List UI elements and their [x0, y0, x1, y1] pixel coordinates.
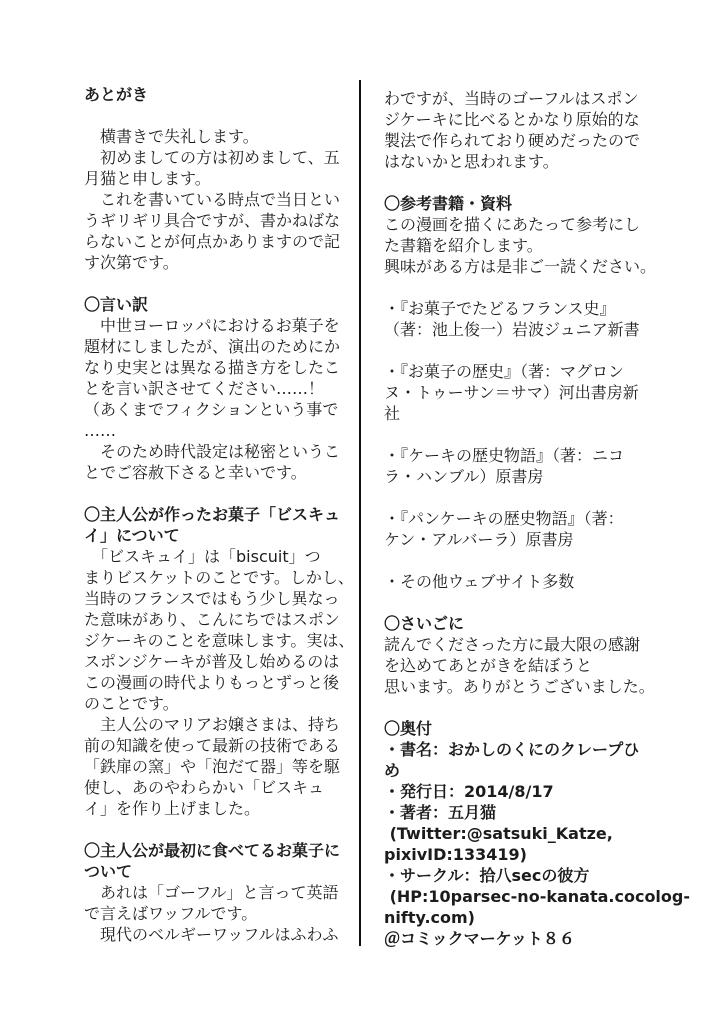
- text-line: 題材にしましたが、演出のためにか: [84, 337, 341, 356]
- text-line: ジケーキのことを意味します。実は、: [84, 631, 355, 650]
- right-column: [384, 88, 690, 970]
- text-line: 前の知識を使って最新の技術である: [84, 736, 341, 755]
- references-intro: [384, 214, 690, 277]
- reference-book-3: [384, 445, 690, 487]
- biscuit-paragraph: [84, 546, 354, 819]
- text-line: ついて: [84, 862, 133, 881]
- text-line: 「ビスキュイ」は「biscuit」つ: [84, 547, 321, 566]
- text-line: 〇参考書籍・資料: [384, 194, 513, 213]
- text-line: 初めましての方は初めまして、五: [84, 148, 340, 167]
- section-heading-references: [384, 193, 690, 214]
- text-line: ・書名：おかしのくにのクレープひ: [384, 740, 640, 759]
- text-line: とでご容赦下さると幸いです。: [84, 463, 307, 482]
- text-line: イ」を作り上げました。: [84, 799, 261, 818]
- text-line: 使し、あのやわらかい「ビスキュ: [84, 778, 325, 797]
- text-line: （著：池上俊一）岩波ジュニア新書: [384, 320, 640, 339]
- column-divider-rule: [359, 80, 361, 946]
- text-line: のことです。: [84, 694, 179, 713]
- text-line: 〇主人公が作ったお菓子「ビスキュ: [84, 505, 341, 524]
- reference-book-4: [384, 508, 690, 550]
- text-line: 横書きで失礼します。: [84, 127, 259, 146]
- text-line: た書籍を紹介します。: [384, 236, 543, 255]
- text-line: 「鉄扉の窯」や「泡だて器」等を駆: [84, 757, 341, 776]
- text-line: 社: [384, 404, 401, 423]
- text-line: ・『ケーキの歴史物語』（著：ニコ: [384, 446, 625, 465]
- text-line: とを言い訳させてください……！: [84, 379, 325, 398]
- text-line: スポンジケーキが普及し始めるのは: [84, 652, 340, 671]
- text-line: わですが、当時のゴーフルはスポン: [384, 89, 639, 108]
- text-line: なり史実とは異なる描き方をしたこ: [84, 358, 341, 377]
- intro-paragraph: [84, 126, 354, 273]
- text-line: この漫画の時代よりもっとずっと後: [84, 673, 340, 692]
- text-line: あれは「ゴーフル」と言って英語: [84, 883, 339, 902]
- section-heading-biscuit: [84, 504, 354, 546]
- section-heading-colophon: [384, 718, 690, 739]
- finally-paragraph: [384, 634, 690, 697]
- text-line: ・『パンケーキの歴史物語』（著：: [384, 509, 624, 528]
- reference-book-2: [384, 361, 690, 424]
- text-line: め: [384, 761, 401, 780]
- text-line: （あくまでフィクションという事で: [84, 400, 339, 419]
- text-line: 主人公のマリアお嬢さまは、持ち: [84, 715, 341, 734]
- text-line: 製法で作られており硬めだったので: [384, 131, 641, 150]
- text-line: 読んでくださった方に最大限の感謝: [384, 635, 641, 654]
- text-line: nifty.com): [384, 908, 475, 927]
- section-heading-finally: [384, 613, 690, 634]
- text-line: (HP:10parsec-no-kanata.cocolog-: [384, 887, 690, 906]
- text-line: 〇さいごに: [384, 614, 465, 633]
- text-line: これを書いている時点で当日とい: [84, 190, 341, 209]
- text-line: ……: [84, 421, 116, 440]
- text-line: 当時のフランスではもう少し異なっ: [84, 589, 340, 608]
- text-line: (Twitter:@satsuki_Katze,: [384, 824, 613, 843]
- text-line: ・『お菓子の歴史』（著：マグロン: [384, 362, 625, 381]
- text-line: この漫画を描くにあたって参考にし: [384, 215, 641, 234]
- section-heading-first-sweet: [84, 840, 354, 882]
- text-line: そのため時代設定は秘密というこ: [84, 442, 341, 461]
- text-line: 〇言い訳: [84, 295, 149, 314]
- text-line: pixivID:133419): [384, 845, 527, 864]
- text-line: ケン・アルバーラ）原書房: [384, 530, 574, 549]
- text-line: まりビスケットのことです。しかし、: [84, 568, 354, 587]
- text-line: で言えばワッフルです。: [84, 904, 258, 923]
- text-line: 月猫と申します。: [84, 169, 211, 188]
- colophon-details: [384, 739, 690, 949]
- text-line: ＠コミックマーケット８６: [384, 929, 575, 948]
- reference-websites: [384, 571, 690, 592]
- text-line: 〇主人公が最初に食べてるお菓子に: [84, 841, 341, 860]
- reference-book-1: [384, 298, 690, 340]
- text-line: ・著者：五月猫: [384, 803, 497, 822]
- text-line: 思います。ありがとうございました。: [384, 677, 655, 696]
- first-sweet-paragraph: [84, 882, 354, 945]
- text-line: イ」について: [84, 526, 180, 545]
- text-line: 中世ヨーロッパにおけるお菓子を: [84, 316, 340, 335]
- text-line: ジケーキに比べるとかなり原始的な: [384, 110, 640, 129]
- left-column: [84, 84, 354, 966]
- first-sweet-paragraph-continued: [384, 88, 690, 172]
- text-line: た意味があり、こんにちではスポン: [84, 610, 340, 629]
- text-line: ・発行日：2014/8/17: [384, 782, 554, 801]
- excuse-paragraph: [84, 315, 354, 483]
- text-line: す次第です。: [84, 253, 179, 272]
- text-line: らないことが何点かありますので記: [84, 232, 341, 251]
- text-line: 〇奥付: [384, 719, 433, 738]
- text-line: はないかと思われます。: [384, 152, 559, 171]
- text-line: ラ・ハンブル）原書房: [384, 467, 544, 486]
- text-line: あとがき: [84, 85, 149, 104]
- page-title: [84, 84, 354, 105]
- text-line: 興味がある方は是非ご一読ください。: [384, 257, 657, 276]
- text-line: うギリギリ具合ですが、書かねばな: [84, 211, 341, 230]
- section-heading-excuse: [84, 294, 354, 315]
- text-line: ・その他ウェブサイト多数: [384, 572, 575, 591]
- text-line: を込めてあとがきを結ぼうと: [384, 656, 593, 675]
- text-line: ・『お菓子でたどるフランス史』: [384, 299, 616, 318]
- text-line: ・サークル：拾八secの彼方: [384, 866, 590, 885]
- text-line: ヌ・トゥーサン＝サマ）河出書房新: [384, 383, 639, 402]
- text-line: 現代のベルギーワッフルはふわふ: [84, 925, 339, 944]
